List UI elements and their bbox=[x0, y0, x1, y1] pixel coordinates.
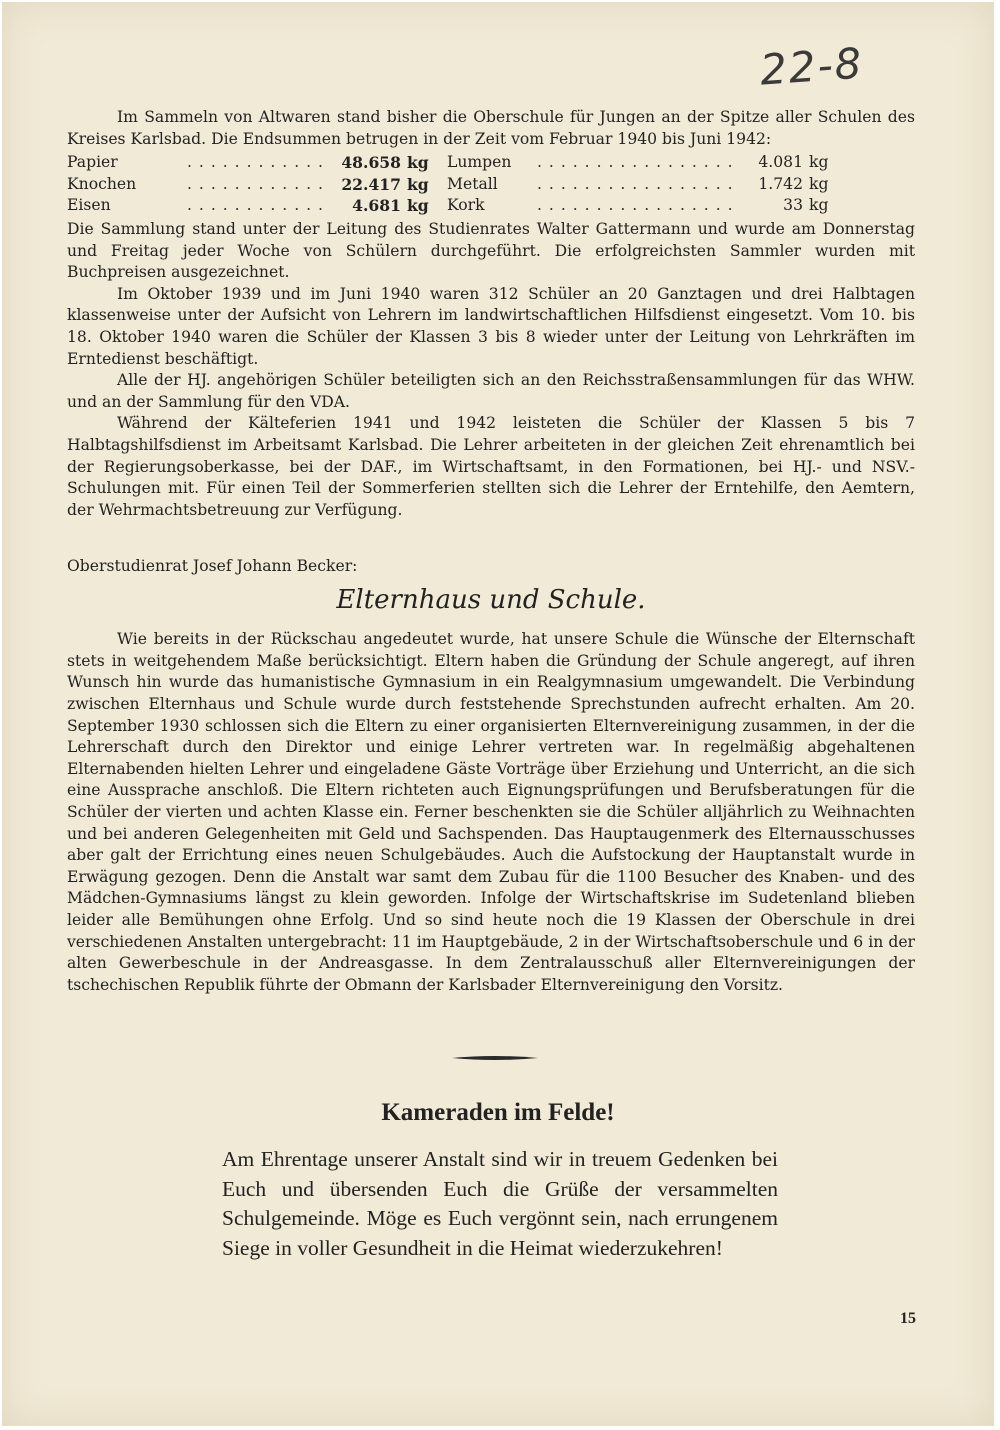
material-name: Lumpen bbox=[447, 153, 512, 172]
winter-break-paragraph: Während der Kälteferien 1941 und 1942 leisteten die Schüler der Klassen 5 bis 7 Halbtagshilfsdienst im Arbeitsamt Karlsbad. Die Lehrer arbeiteten in der gleichen Zeit ehrenamtlich bei der Regierungsoberkasse, bei der DAF., im Wirtschaftsamt, in den Formationen, bei HJ.- und NSV.-Schulungen mit. Für einen Teil der Sommerferien stellten sich die Lehrer der Erntehilfe, den Aemtern, der Wehrmachtsbetreuung zur Verfügung. bbox=[67, 414, 915, 519]
leader-dots: . . . . . . . . . . . . bbox=[187, 153, 325, 172]
collection-paragraph: Die Sammlung stand unter der Leitung des Studienrates Walter Gattermann und wurde am Donnerstag und Freitag jeder Woche von Schülern durchgeführt. Die erfolgreichsten Sammler wurden mit Buchpreisen ausgezeichnet. bbox=[67, 219, 915, 282]
material-unit: kg bbox=[809, 153, 829, 172]
document-page bbox=[2, 2, 994, 1426]
hj-collection-paragraph: Alle der HJ. angehörigen Schüler beteiligten sich an den Reichsstraßensammlungen für das WHW. und an der Sammlung für den VDA. bbox=[67, 371, 915, 411]
leader-dots: . . . . . . . . . . . . bbox=[187, 196, 325, 215]
material-value: 1.742 bbox=[758, 174, 803, 193]
leader-dots: . . . . . . . . . . . . . . . . . bbox=[537, 153, 734, 172]
leader-dots: . . . . . . . . . . . . bbox=[187, 174, 325, 193]
material-unit: kg bbox=[407, 174, 429, 194]
greeting-title: Kameraden im Felde! bbox=[381, 1099, 615, 1126]
material-name: Kork bbox=[447, 196, 485, 215]
materials-table bbox=[67, 152, 828, 217]
material-name: Metall bbox=[447, 174, 498, 193]
material-unit: kg bbox=[809, 196, 829, 215]
material-value: 4.081 bbox=[758, 153, 803, 172]
material-name: Papier bbox=[67, 153, 118, 172]
page-number: 15 bbox=[900, 1310, 916, 1327]
leader-dots: . . . . . . . . . . . . . . . . . bbox=[537, 196, 734, 215]
material-value: 22.417 bbox=[341, 174, 401, 194]
material-row bbox=[67, 152, 828, 174]
main-content bbox=[67, 107, 915, 996]
material-name: Eisen bbox=[67, 196, 111, 215]
material-unit: kg bbox=[407, 196, 429, 216]
material-name: Knochen bbox=[67, 174, 137, 193]
material-value: 33 bbox=[783, 196, 803, 215]
material-value: 48.658 bbox=[341, 153, 401, 173]
collection-intro: Im Sammeln von Altwaren stand bisher die Oberschule für Jungen an der Spitze aller Schulen des Kreises Karlsbad. Die Endsummen betrugen in der Zeit vom Februar 1940 bis Juni 1942: bbox=[67, 108, 915, 148]
article-title: Elternhaus und Schule. bbox=[336, 585, 646, 616]
material-row bbox=[67, 195, 828, 217]
leader-dots: . . . . . . . . . . . . . . . . . bbox=[537, 174, 734, 193]
handwritten-annotation: 22-8 bbox=[758, 38, 865, 95]
material-value: 4.681 bbox=[352, 196, 401, 216]
material-unit: kg bbox=[407, 153, 429, 173]
harvest-service-paragraph: Im Oktober 1939 und im Juni 1940 waren 312 Schüler an 20 Ganztagen und drei Halbtagen klassenweise unter der Aufsicht von Lehrern im landwirtschaftlichen Hilfsdienst eingesetzt. Vom 10. bis 18. Oktober 1940 waren die Schüler der Klassen 3 bis 8 wieder unter der Leitung von Lehrkräften im Erntedienst beschäftigt. bbox=[67, 284, 915, 368]
material-unit: kg bbox=[809, 174, 829, 193]
article-author: Oberstudienrat Josef Johann Becker: bbox=[67, 557, 358, 576]
greeting-body: Am Ehrentage unserer Anstalt sind wir in treuem Gedenken bei Euch und übersenden Euch die Grüße der versammelten Schulgemeinde. Möge es Euch vergönnt sein, nach errungenem Siege in voller Gesundheit in die Heimat wiederzukehren! bbox=[222, 1147, 778, 1260]
section-divider bbox=[452, 1054, 538, 1062]
material-row bbox=[67, 174, 828, 196]
article-body: Wie bereits in der Rückschau angedeutet wurde, hat unsere Schule die Wünsche der Elternschaft stets in weitgehendem Maße berücksichtigt. Eltern haben die Gründung der Schule angeregt, auf ihren Wunsch hin wurde das humanistische Gymnasium in ein Realgymnasium umgewandelt. Die Verbindung zwischen Elternhaus und Schule wurde durch feststehende Sprechstunden aufrecht erhalten. Am 20. September 1930 schlossen sich die Eltern zu einer organisierten Elternvereinigung zusammen, in der die Lehrerschaft durch den Direktor und einige Lehrer vertreten war. In regelmäßig abgehaltenen Elternabenden hielten Lehrer und eingeladene Gäste Vorträge über Erziehung und Unterricht, an die sich eine Aussprache anschloß. Die Eltern richteten auch Eignungsprüfungen und Berufsberatungen für die Schüler der vierten und achten Klasse ein. Ferner beschenkten sie die Schüler alljährlich zu Weihnachten und bei anderen Gelegenheiten mit Geld und Sachspenden. Das Hauptaugenmerk des Elternausschusses aber galt der Errichtung eines neuen Schulgebäudes. Auch die Aufstockung der Hauptanstalt wurde in Erwägung gezogen. Denn die Anstalt war samt dem Zubau für die 1100 Besucher des Knaben- und des Mädchen-Gymnasiums längst zu klein geworden. Infolge der Wirtschaftskrise im Sudetenland blieben leider alle Bemühungen ohne Erfolg. Und so sind heute noch die 19 Klassen der Oberschule in drei verschiedenen Anstalten untergebracht: 11 im Hauptgebäude, 2 in der Wirtschaftsoberschule und 6 in der alten Gewerbeschule in der Andreasgasse. In dem Zentralausschuß aller Elternvereinigungen der tschechischen Republik führte der Obmann der Karlsbader Elternvereinigung den Vorsitz. bbox=[67, 630, 915, 994]
